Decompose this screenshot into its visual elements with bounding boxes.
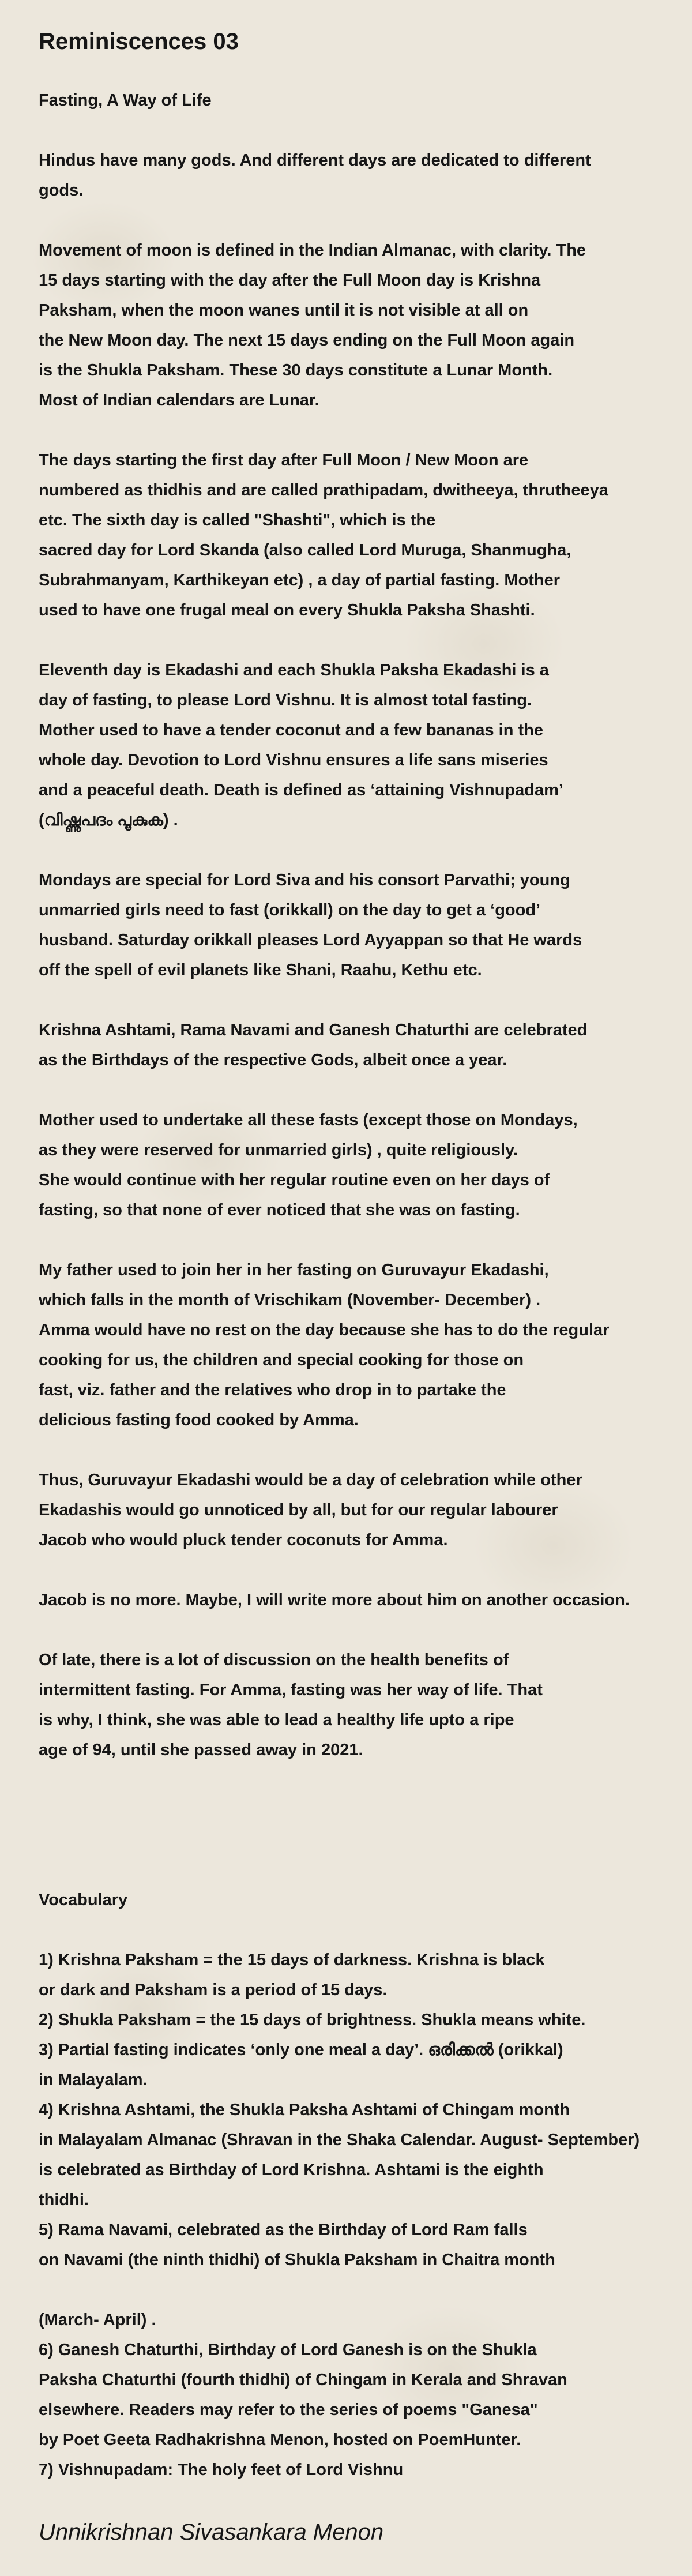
poem-line: day of fasting, to please Lord Vishnu. It is almost total fasting. [39, 691, 532, 709]
poem-line: Movement of moon is defined in the Indian Almanac, with clarity. The [39, 241, 586, 260]
poem-line: Jacob who would pluck tender coconuts for Amma. [39, 1531, 448, 1549]
poem-line: in Malayalam. [39, 2071, 148, 2089]
poem-line: The days starting the first day after Full Moon / New Moon are [39, 451, 529, 470]
blank-line [39, 1855, 685, 1885]
poem-line: 5) Rama Navami, celebrated as the Birthday of Lord Ram falls [39, 2221, 528, 2239]
blank-line [39, 625, 685, 655]
poem-line: sacred day for Lord Skanda (also called Lord Muruga, Shanmugha, [39, 541, 571, 559]
poem-line: which falls in the month of Vrischikam (November- December) . [39, 1291, 541, 1309]
poem-line: or dark and Paksham is a period of 15 days. [39, 1981, 388, 1999]
blank-line [39, 985, 685, 1015]
poem-line: on Navami (the ninth thidhi) of Shukla Paksham in Chaitra month [39, 2251, 555, 2269]
poem-line: thidhi. [39, 2191, 89, 2209]
blank-line [39, 415, 685, 445]
poem-line: husband. Saturday orikkall pleases Lord Ayyappan so that He wards [39, 931, 582, 949]
poem-line: whole day. Devotion to Lord Vishnu ensures a life sans miseries [39, 751, 548, 769]
poem-line: is the Shukla Paksham. These 30 days constitute a Lunar Month. [39, 361, 553, 380]
blank-line [39, 1435, 685, 1465]
poem-line: unmarried girls need to fast (orikkall) on the day to get a ‘good’ [39, 901, 541, 919]
blank-line [39, 1795, 685, 1825]
poem-line: Vocabulary [39, 1891, 128, 1909]
poem-line: numbered as thidhis and are called prathipadam, dwitheeya, thrutheeya [39, 481, 608, 500]
poem-line: Eleventh day is Ekadashi and each Shukla Paksha Ekadashi is a [39, 661, 549, 679]
poem-line: is celebrated as Birthday of Lord Krishna. Ashtami is the eighth [39, 2161, 544, 2179]
poem-author: Unnikrishnan Sivasankara Menon [39, 2519, 384, 2545]
blank-line [39, 1915, 685, 1945]
poem-line: Most of Indian calendars are Lunar. [39, 391, 319, 410]
blank-line [39, 835, 685, 865]
poem-line: the New Moon day. The next 15 days ending on the Full Moon again [39, 331, 575, 350]
poem-line: Amma would have no rest on the day because she has to do the regular [39, 1321, 610, 1339]
poem-line: Mother used to undertake all these fasts (except those on Mondays, [39, 1111, 578, 1129]
poem-line: Subrahmanyam, Karthikeyan etc) , a day of partial fasting. Mother [39, 571, 561, 589]
poem-line: My father used to join her in her fasting on Guruvayur Ekadashi, [39, 1261, 549, 1279]
poem-line: Mother used to have a tender coconut and a few bananas in the [39, 721, 543, 739]
poem-line: 7) Vishnupadam: The holy feet of Lord Vishnu [39, 2461, 404, 2479]
poem-line: Thus, Guruvayur Ekadashi would be a day of celebration while other [39, 1471, 582, 1489]
poem-line: as they were reserved for unmarried girls) , quite religiously. [39, 1141, 518, 1159]
poem-line: elsewhere. Readers may refer to the series of poems "Ganesa" [39, 2401, 538, 2419]
poem-line: gods. [39, 181, 84, 200]
poem-line: off the spell of evil planets like Shani, Raahu, Kethu etc. [39, 961, 482, 979]
poem-line: and a peaceful death. Death is defined as ‘attaining Vishnupadam’ [39, 781, 563, 799]
blank-line [39, 1765, 685, 1795]
poem-title: Reminiscences 03 [39, 29, 239, 54]
blank-line [39, 205, 685, 235]
blank-line [39, 2275, 685, 2305]
poem-line: is why, I think, she was able to lead a healthy life upto a ripe [39, 1711, 514, 1729]
poem-line: fast, viz. father and the relatives who drop in to partake the [39, 1381, 506, 1399]
blank-line [39, 1225, 685, 1255]
poem-line: 1) Krishna Paksham = the 15 days of darkness. Krishna is black [39, 1951, 545, 1969]
poem-body [39, 85, 685, 2485]
poem-line: (വിഷ്ണുപദം പൂകുക) . [39, 811, 178, 829]
blank-line [39, 1825, 685, 1855]
blank-line [39, 1615, 685, 1645]
poem-line: age of 94, until she passed away in 2021. [39, 1741, 363, 1759]
blank-line [39, 1555, 685, 1585]
poem-line: intermittent fasting. For Amma, fasting was her way of life. That [39, 1681, 543, 1699]
poem-line: 3) Partial fasting indicates ‘only one meal a day’. ഒരിക്കൽ (orikkal) [39, 2041, 563, 2059]
poem-line: 4) Krishna Ashtami, the Shukla Paksha Ashtami of Chingam month [39, 2101, 570, 2119]
poem-line: Jacob is no more. Maybe, I will write more about him on another occasion. [39, 1591, 630, 1609]
poem-line: 2) Shukla Paksham = the 15 days of brightness. Shukla means white. [39, 2011, 586, 2029]
blank-line [39, 115, 685, 145]
poem-line: Fasting, A Way of Life [39, 91, 212, 110]
poem-line: used to have one frugal meal on every Shukla Paksha Shashti. [39, 601, 535, 619]
poem-line: delicious fasting food cooked by Amma. [39, 1411, 359, 1429]
blank-line [39, 1075, 685, 1105]
poem-line: Paksham, when the moon wanes until it is not visible at all on [39, 301, 529, 320]
poem-line: Mondays are special for Lord Siva and his consort Parvathi; young [39, 871, 570, 889]
poem-line: 6) Ganesh Chaturthi, Birthday of Lord Ganesh is on the Shukla [39, 2341, 537, 2359]
poem-line: cooking for us, the children and special cooking for those on [39, 1351, 524, 1369]
poem-line: as the Birthdays of the respective Gods, albeit once a year. [39, 1051, 507, 1069]
poem-line: Hindus have many gods. And different days are dedicated to different [39, 151, 591, 170]
poem-line: Of late, there is a lot of discussion on the health benefits of [39, 1651, 509, 1669]
poem-line: She would continue with her regular routine even on her days of [39, 1171, 550, 1189]
poem-line: in Malayalam Almanac (Shravan in the Shaka Calendar. August- September) [39, 2131, 640, 2149]
poem-line: Krishna Ashtami, Rama Navami and Ganesh Chaturthi are celebrated [39, 1021, 588, 1039]
poem-line: etc. The sixth day is called "Shashti", which is the [39, 511, 436, 530]
poem-line: Ekadashis would go unnoticed by all, but for our regular labourer [39, 1501, 558, 1519]
poem-line: 15 days starting with the day after the Full Moon day is Krishna [39, 271, 541, 290]
poem-line: Paksha Chaturthi (fourth thidhi) of Chingam in Kerala and Shravan [39, 2371, 567, 2389]
poem-line: fasting, so that none of ever noticed that she was on fasting. [39, 1201, 520, 1219]
poem-line: by Poet Geeta Radhakrishna Menon, hosted on PoemHunter. [39, 2431, 521, 2449]
poem-line: (March- April) . [39, 2311, 156, 2329]
